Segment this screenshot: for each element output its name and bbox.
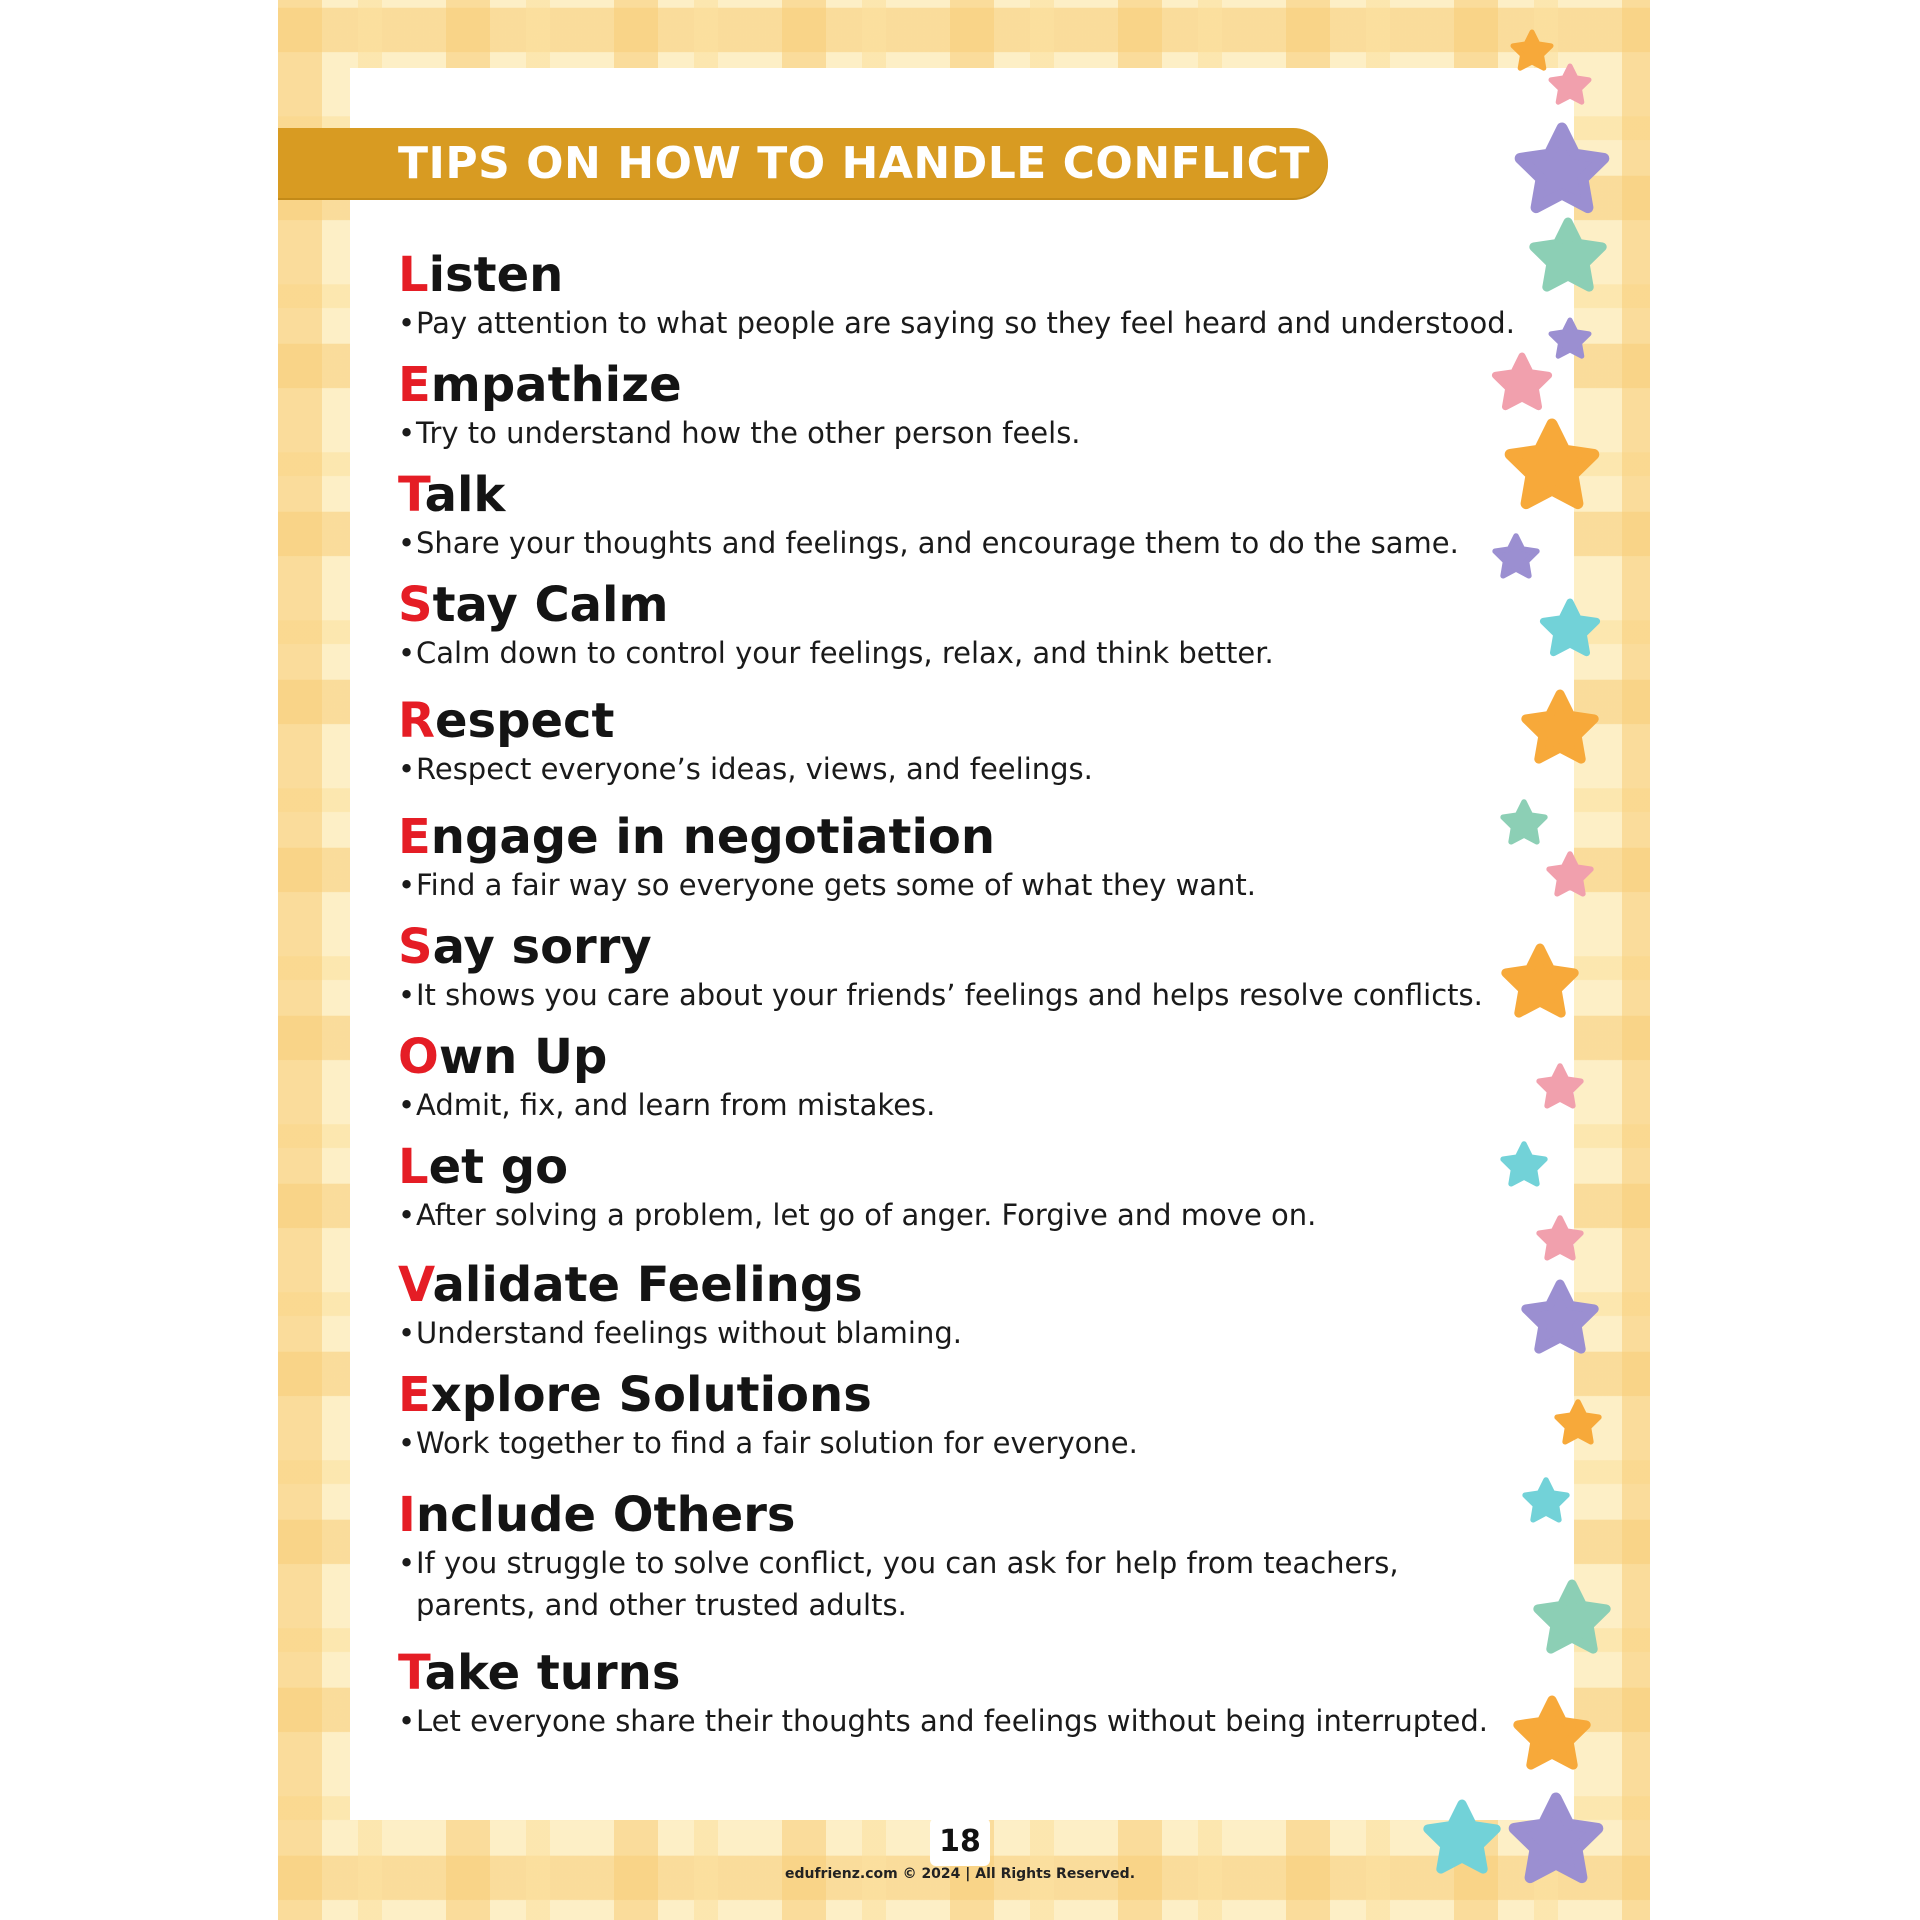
title-banner [278, 128, 1328, 198]
tip-heading-rest: mpathize [430, 357, 682, 413]
tip-heading-rest: xplore Solutions [430, 1367, 872, 1423]
tip-description-text: Respect everyone’s ideas, views, and feelings. [416, 752, 1093, 786]
bullet: • [398, 1316, 416, 1350]
bullet: • [398, 1198, 416, 1232]
tip-heading [398, 1486, 1518, 1544]
tip-heading-rest: alk [424, 467, 506, 523]
tip-item [398, 808, 1518, 906]
tip-description [398, 1084, 1518, 1126]
tip-description-text: Calm down to control your feelings, relax, and think better. [416, 636, 1274, 670]
bullet: • [398, 1704, 416, 1738]
tip-initial-letter: R [398, 693, 435, 749]
bullet: • [398, 526, 416, 560]
tip-description [398, 412, 1518, 454]
bullet: • [398, 1426, 416, 1460]
tip-description-text: If you struggle to solve conflict, you can ask for help from teachers, parents, and other trusted adults. [416, 1546, 1399, 1622]
tip-heading-rest: ay sorry [432, 919, 652, 975]
copyright-footer: edufrienz.com © 2024 | All Rights Reserved. [784, 1866, 1136, 1882]
tip-item [398, 1028, 1518, 1126]
tip-heading-rest: nclude Others [415, 1487, 796, 1543]
tip-description [398, 748, 1518, 790]
tip-item [398, 356, 1518, 454]
bullet: • [398, 868, 416, 902]
tip-heading [398, 918, 1518, 976]
tip-item [398, 1366, 1518, 1464]
tip-initial-letter: L [398, 247, 429, 303]
tip-heading [398, 808, 1518, 866]
tip-item [398, 1486, 1518, 1626]
tip-heading [398, 1138, 1518, 1196]
tip-item [398, 1138, 1518, 1236]
tip-heading-rest: ake turns [424, 1645, 681, 1701]
tip-item [398, 246, 1518, 344]
tip-description [398, 974, 1518, 1016]
bullet: • [398, 1088, 416, 1122]
tip-description-text: Pay attention to what people are saying so they feel heard and understood. [416, 306, 1515, 340]
tip-description [398, 1422, 1518, 1464]
tip-description-text: Understand feelings without blaming. [416, 1316, 962, 1350]
tip-initial-letter: L [398, 1139, 429, 1195]
tip-description-text: Find a fair way so everyone gets some of what they want. [416, 868, 1257, 902]
tip-heading [398, 246, 1518, 304]
tip-heading [398, 1644, 1518, 1702]
page-title: TIPS ON HOW TO HANDLE CONFLICT [398, 138, 1310, 189]
tip-description [398, 522, 1518, 564]
tip-heading [398, 1028, 1518, 1086]
tip-initial-letter: T [398, 1645, 425, 1701]
bullet: • [398, 416, 416, 450]
tip-initial-letter: E [398, 809, 431, 865]
tip-heading-rest: isten [428, 247, 564, 303]
page-number: 18 [930, 1818, 990, 1866]
tip-description-text: After solving a problem, let go of anger. Forgive and move on. [416, 1198, 1317, 1232]
tip-heading [398, 576, 1518, 634]
bullet: • [398, 306, 416, 340]
tip-item [398, 1644, 1518, 1742]
tip-initial-letter: T [398, 467, 425, 523]
tip-initial-letter: E [398, 357, 431, 413]
tip-description-text: It shows you care about your friends’ feelings and helps resolve conflicts. [416, 978, 1483, 1012]
tip-description [398, 302, 1518, 344]
tip-item [398, 692, 1518, 790]
tip-description-text: Share your thoughts and feelings, and encourage them to do the same. [416, 526, 1459, 560]
tip-item [398, 576, 1518, 674]
tip-description-text: Admit, fix, and learn from mistakes. [416, 1088, 936, 1122]
tip-description-text: Try to understand how the other person feels. [416, 416, 1081, 450]
bullet: • [398, 1546, 416, 1580]
tip-heading [398, 466, 1518, 524]
tip-heading-rest: et go [428, 1139, 569, 1195]
tip-description [398, 1312, 1518, 1354]
bullet: • [398, 978, 416, 1012]
tip-description-text: Work together to find a fair solution for everyone. [416, 1426, 1138, 1460]
tip-description [398, 632, 1518, 674]
tip-item [398, 1256, 1518, 1354]
tip-initial-letter: I [398, 1487, 416, 1543]
tip-heading-rest: ngage in negotiation [430, 809, 996, 865]
tip-heading [398, 1256, 1518, 1314]
tip-description [398, 1542, 1518, 1626]
tip-initial-letter: O [398, 1029, 439, 1085]
tip-heading [398, 692, 1518, 750]
tip-heading-rest: espect [434, 693, 615, 749]
tip-item [398, 466, 1518, 564]
tip-item [398, 918, 1518, 1016]
tip-heading-rest: wn Up [438, 1029, 608, 1085]
tip-heading [398, 356, 1518, 414]
tip-description-text: Let everyone share their thoughts and feelings without being interrupted. [416, 1704, 1489, 1738]
tip-initial-letter: E [398, 1367, 431, 1423]
tip-heading-rest: tay Calm [432, 577, 669, 633]
tip-heading-rest: alidate Feelings [432, 1257, 863, 1313]
tip-initial-letter: V [398, 1257, 433, 1313]
tip-description [398, 864, 1518, 906]
tip-heading [398, 1366, 1518, 1424]
tip-description [398, 1700, 1518, 1742]
tip-description [398, 1194, 1518, 1236]
bullet: • [398, 636, 416, 670]
bullet: • [398, 752, 416, 786]
tip-initial-letter: S [398, 919, 433, 975]
tip-initial-letter: S [398, 577, 433, 633]
